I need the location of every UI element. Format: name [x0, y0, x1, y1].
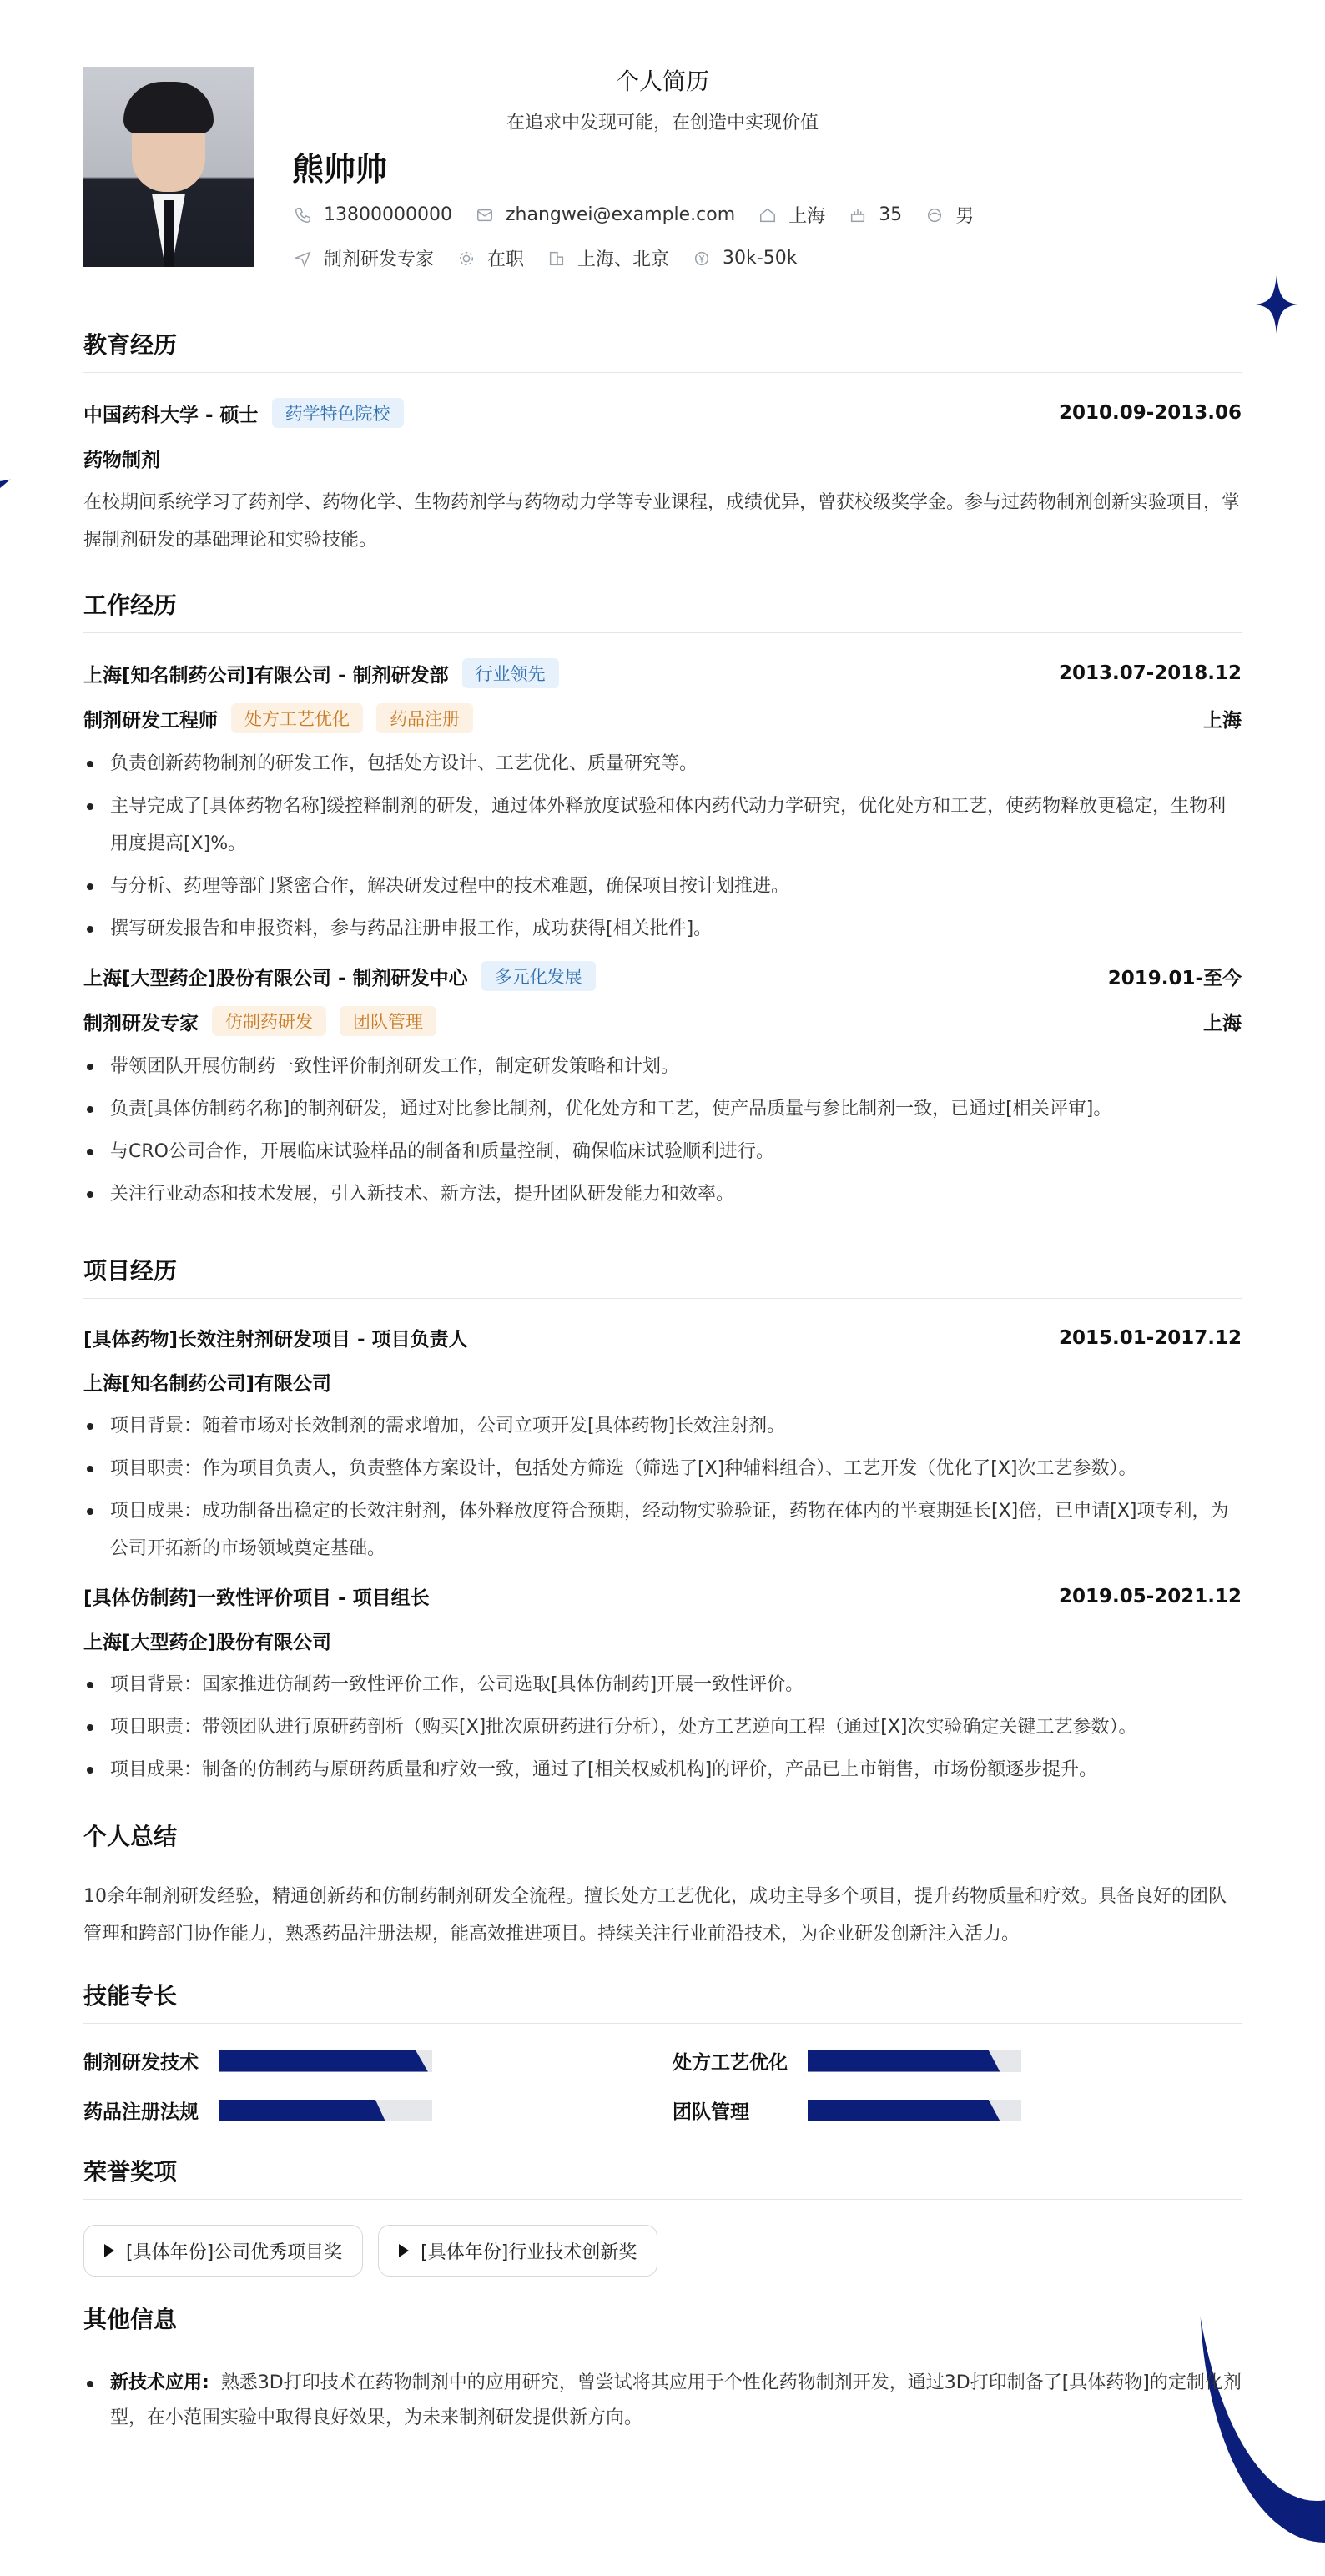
home-icon: [758, 206, 777, 224]
honor-badge: [378, 2225, 657, 2277]
cake-icon: [849, 206, 867, 224]
education-section: [83, 327, 1242, 559]
list-item: 关注行业动态和技术发展，引入新技术、新方法，提升团队研发能力和效率。: [83, 1175, 1242, 1213]
gear-icon: [457, 249, 476, 268]
skill-bar: [808, 2050, 1021, 2072]
position-info: [294, 245, 434, 271]
company-tag: 行业领先: [462, 658, 559, 688]
company-tag: 多元化发展: [481, 961, 596, 991]
project-name: [具体药物]长效注射剂研发项目 - 项目负责人: [83, 1329, 468, 1351]
work-location: 上海: [1203, 709, 1242, 732]
education-major: 药物制剂: [83, 450, 160, 471]
phone-text: 13800000000: [324, 204, 452, 225]
user-icon: [925, 206, 944, 224]
work-role-row: [83, 703, 1242, 733]
work-entry-head: [83, 961, 1242, 991]
status-text: 在职: [487, 249, 525, 270]
skill-bar-fill: [808, 2100, 1000, 2121]
honor-text: [具体年份]行业技术创新奖: [421, 2241, 637, 2263]
honors-list: [83, 2225, 1242, 2277]
status-info: [457, 245, 524, 271]
skill-bar-fill: [219, 2050, 428, 2072]
education-entry-head: [83, 398, 1242, 428]
salary-info: [693, 248, 797, 269]
gender-text: 男: [955, 206, 975, 227]
send-icon: [294, 249, 312, 268]
age-text: 35: [879, 204, 903, 225]
honor-text: [具体年份]公司优秀项目奖: [126, 2241, 343, 2263]
job-intent-row: [294, 245, 820, 271]
list-item: 撰写研发报告和申报资料，参与药品注册申报工作，成功获得[相关批件]。: [83, 910, 1242, 948]
candidate-name: 熊帅帅: [292, 151, 388, 188]
project-company: 上海[知名制药公司]有限公司: [83, 1373, 332, 1395]
section-title-summary: 个人总结: [83, 1819, 1242, 1864]
work-company: 上海[大型药企]股份有限公司 - 制剂研发中心: [83, 967, 468, 989]
list-item: 项目背景：国家推进仿制药一致性评价工作，公司选取[具体仿制药]开展一致性评价。: [83, 1666, 1242, 1703]
role-tag: 药品注册: [376, 703, 473, 733]
project-date: 2015.01-2017.12: [1058, 1326, 1242, 1349]
skill-item: [673, 2047, 1140, 2075]
summary-text: 10余年制剂研发经验，精通创新药和仿制药制剂研发全流程。擅长处方工艺优化，成功主导多个项目，提升药物质量和疗效。具备良好的团队管理和跨部门协作能力，熟悉药品注册法规，能高效推进项目。持续关注行业前沿技术，为企业研发创新注入活力。: [83, 1886, 1227, 1945]
position-text: 制剂研发专家: [324, 249, 435, 270]
section-title-projects: 项目经历: [83, 1253, 1242, 1299]
list-item: 负责[具体仿制药名称]的制剂研发，通过对比参比制剂，优化处方和工艺，使产品质量与参比制剂一致，已通过[相关评审]。: [83, 1090, 1242, 1128]
work-company: 上海[知名制药公司]有限公司 - 制剂研发部: [83, 664, 449, 687]
building-icon: [547, 249, 566, 268]
skill-item: [83, 2047, 673, 2075]
list-item: 负责创新药物制剂的研发工作，包括处方设计、工艺优化、质量研究等。: [83, 745, 1242, 782]
list-item: 项目成果：制备的仿制药与原研药质量和疗效一致，通过了[相关权威机构]的评价，产品已上市销售，市场份额逐步提升。: [83, 1751, 1242, 1789]
skill-label: 制剂研发技术: [83, 2052, 199, 2074]
document-title: 个人简历: [615, 68, 709, 95]
summary-section: [83, 1819, 1242, 1953]
project-bullets: [83, 1407, 1242, 1567]
work-entry-head: [83, 658, 1242, 688]
section-title-honors: 荣誉奖项: [83, 2154, 1242, 2200]
other-item-key: 新技术应用:: [110, 2372, 209, 2393]
document-subtitle: 在追求中发现可能，在创造中实现价值: [506, 113, 819, 133]
skills-section: [83, 1978, 1242, 2124]
skill-bar: [808, 2100, 1021, 2121]
other-section: [83, 2302, 1242, 2436]
skill-bar-fill: [219, 2100, 385, 2121]
list-item: 项目职责：作为项目负责人，负责整体方案设计，包括处方筛选（筛选了[X]种辅料组合）、工艺开发（优化了[X]次工艺参数）。: [83, 1450, 1242, 1487]
role-tag: 处方工艺优化: [231, 703, 363, 733]
email-text: zhangwei@example.com: [505, 204, 736, 225]
project-bullets: [83, 1666, 1242, 1789]
resume-header: [83, 0, 1242, 275]
work-role: 制剂研发工程师: [83, 709, 218, 732]
contact-row: [294, 202, 997, 228]
skill-label: 团队管理: [673, 2101, 749, 2123]
city-info: [758, 202, 825, 228]
projects-section: [83, 1253, 1242, 1789]
triangle-icon: [399, 2244, 409, 2257]
project-date: 2019.05-2021.12: [1058, 1585, 1242, 1607]
skill-item: [673, 2096, 1140, 2124]
skill-bar: [219, 2100, 432, 2121]
honors-section: [83, 2154, 1242, 2277]
work-location: 上海: [1203, 1012, 1242, 1034]
skill-item: [83, 2096, 673, 2124]
work-date: 2013.07-2018.12: [1058, 662, 1242, 684]
salary-text: 30k-50k: [723, 248, 798, 269]
project-name: [具体仿制药]一致性评价项目 - 项目组长: [83, 1587, 430, 1609]
section-title-other: 其他信息: [83, 2302, 1242, 2347]
list-item: 项目职责：带领团队进行原研药剖析（购买[X]批次原研药进行分析），处方工艺逆向工程（通过[X]次实验确定关键工艺参数）。: [83, 1708, 1242, 1746]
city-text: 上海: [788, 206, 826, 227]
target-city-text: 上海、北京: [577, 249, 670, 270]
list-item: 与分析、药理等部门紧密合作，解决研发过程中的技术难题，确保项目按计划推进。: [83, 868, 1242, 905]
education-description: 在校期间系统学习了药剂学、药物化学、生物药剂学与药物动力学等专业课程，成绩优异，曾获校级奖学金。参与过药物制剂创新实验项目，掌握制剂研发的基础理论和实验技能。: [83, 492, 1241, 551]
triangle-icon: [104, 2244, 114, 2257]
work-date: 2019.01-至今: [1107, 967, 1242, 989]
age-info: [849, 204, 902, 225]
role-tag: 团队管理: [340, 1006, 436, 1036]
skill-label: 药品注册法规: [83, 2101, 199, 2123]
target-city-info: [547, 245, 669, 271]
skill-bar-fill: [808, 2050, 1000, 2072]
list-item: 与CRO公司合作，开展临床试验样品的制备和质量控制，确保临床试验顺利进行。: [83, 1133, 1242, 1170]
list-item: 主导完成了[具体药物名称]缓控释制剂的研发，通过体外释放度试验和体内药代动力学研究，优化处方和工艺，使药物释放更稳定，生物利用度提高[X]%。: [83, 787, 1242, 863]
project-entry-head: [83, 1582, 1242, 1610]
work-bullets: [83, 1048, 1242, 1213]
project-entry: [83, 1324, 1242, 1567]
mail-icon: [476, 206, 494, 224]
other-item: [83, 2366, 1242, 2436]
phone-icon: [294, 206, 312, 224]
work-role-row: [83, 1006, 1242, 1036]
school-degree: 中国药科大学 - 硕士: [83, 404, 259, 426]
work-role: 制剂研发专家: [83, 1012, 199, 1034]
list-item: 项目背景：随着市场对长效制剂的需求增加，公司立项开发[具体药物]长效注射剂。: [83, 1407, 1242, 1445]
role-tag: 仿制药研发: [212, 1006, 326, 1036]
school-tag: 药学特色院校: [272, 398, 404, 428]
work-entry: [83, 961, 1242, 1213]
education-date: 2010.09-2013.06: [1058, 402, 1242, 424]
money-icon: [693, 249, 711, 268]
work-bullets: [83, 745, 1242, 948]
project-entry-head: [83, 1324, 1242, 1351]
skill-bar: [219, 2050, 432, 2072]
work-section: [83, 587, 1242, 1213]
education-entry: [83, 398, 1242, 559]
list-item: 项目成果：成功制备出稳定的长效注射剂，体外释放度符合预期，经动物实验验证，药物在体内的半衰期延长[X]倍，已申请[X]项专利，为公司开拓新的市场领域奠定基础。: [83, 1492, 1242, 1567]
work-entry: [83, 658, 1242, 948]
section-title-education: 教育经历: [83, 327, 1242, 373]
other-item-text: 熟悉3D打印技术在药物制剂中的应用研究，曾尝试将其应用于个性化药物制剂开发，通过3D打印制备了[具体药物]的定制化剂型，在小范围实验中取得良好效果，为未来制剂研发提供新方向。: [110, 2372, 1242, 2428]
phone-info: [294, 204, 452, 225]
section-title-work: 工作经历: [83, 587, 1242, 633]
project-entry: [83, 1582, 1242, 1789]
profile-photo: [83, 67, 254, 267]
skill-label: 处方工艺优化: [673, 2052, 788, 2074]
project-company: 上海[大型药企]股份有限公司: [83, 1632, 332, 1653]
skills-grid: [83, 2047, 1242, 2124]
gender-info: [925, 202, 974, 228]
honor-badge: [83, 2225, 363, 2277]
section-title-skills: 技能专长: [83, 1978, 1242, 2024]
email-info: [476, 204, 735, 225]
list-item: 带领团队开展仿制药一致性评价制剂研发工作，制定研发策略和计划。: [83, 1048, 1242, 1085]
